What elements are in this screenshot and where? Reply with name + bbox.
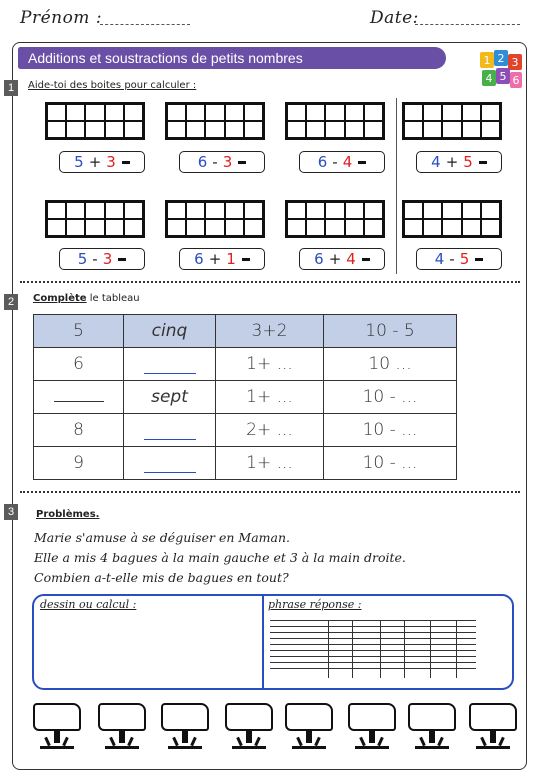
operand-a: 5 — [74, 153, 84, 171]
table-cell[interactable]: 10 - ... — [324, 381, 457, 414]
signpost-icon — [405, 703, 459, 751]
table-header-row — [34, 315, 457, 348]
operator: + — [208, 250, 222, 268]
prenom-label: Prénom : — [20, 8, 103, 28]
ten-frame — [285, 200, 385, 238]
answer-dash — [242, 258, 250, 261]
calculation-box[interactable] — [416, 151, 502, 173]
date-label: Date: — [370, 8, 419, 28]
page-title: Additions et soustractions de petits nombres — [18, 47, 446, 69]
operator: + — [328, 250, 342, 268]
table-cell-blank[interactable] — [124, 348, 216, 381]
table-header-cell: 3+2 — [216, 315, 324, 348]
table-row — [34, 348, 457, 381]
answer-dash — [362, 258, 370, 261]
date-field[interactable] — [415, 24, 520, 25]
table-cell[interactable]: 10 - ... — [324, 414, 457, 447]
operator: - — [92, 250, 98, 268]
calculation-box[interactable] — [179, 248, 265, 270]
section-1-number: 1 — [4, 80, 18, 96]
ten-frame — [45, 102, 145, 140]
table-cell[interactable]: 10 - ... — [324, 447, 457, 480]
table-cell: 8 — [34, 414, 124, 447]
signpost-icon — [466, 703, 520, 751]
prenom-field[interactable] — [100, 24, 190, 25]
section-2-instruction — [33, 293, 140, 304]
operand-b: 4 — [346, 250, 356, 268]
ten-frame — [285, 102, 385, 140]
operand-b: 3 — [222, 153, 233, 171]
operand-a: 4 — [434, 250, 445, 268]
svg-text:4: 4 — [485, 72, 493, 85]
section-1-instruction: Aide-toi des boites pour calculer : — [28, 80, 197, 91]
operand-a: 5 — [77, 250, 88, 268]
table-header-cell: cinq — [124, 315, 216, 348]
answer-dash — [122, 161, 130, 164]
operand-b: 4 — [342, 153, 353, 171]
instruction-rest: le tableau — [86, 293, 140, 304]
operand-a: 6 — [317, 153, 328, 171]
table-cell[interactable]: 2+ ... — [216, 414, 324, 447]
signpost-icon — [345, 703, 399, 751]
section-3-instruction: Problèmes. — [36, 509, 100, 520]
operand-a: 6 — [194, 250, 204, 268]
svg-text:2: 2 — [497, 52, 505, 65]
section-1-divider — [396, 98, 397, 274]
operand-b: 3 — [102, 250, 113, 268]
problem-line-2: Elle a mis 4 bagues à la main gauche et 3 à la main droite. — [34, 550, 406, 565]
answer-sentence-label: phrase réponse : — [268, 598, 362, 611]
section-2-number: 2 — [4, 294, 18, 310]
number-table — [33, 314, 457, 480]
table-cell: 9 — [34, 447, 124, 480]
calculation-box[interactable] — [59, 248, 145, 270]
operator: - — [449, 250, 455, 268]
operator: - — [332, 153, 338, 171]
table-cell-blank[interactable] — [124, 414, 216, 447]
table-cell[interactable]: 1+ ... — [216, 348, 324, 381]
table-cell: 6 — [34, 348, 124, 381]
operand-b: 5 — [459, 250, 470, 268]
table-cell: sept — [124, 381, 216, 414]
table-cell-blank[interactable] — [124, 447, 216, 480]
section-separator — [20, 491, 520, 493]
svg-text:6: 6 — [512, 74, 520, 87]
table-row — [34, 414, 457, 447]
ten-frame — [402, 200, 502, 238]
signpost-icon — [158, 703, 212, 751]
ten-frame — [45, 200, 145, 238]
operand-a: 4 — [431, 153, 441, 171]
table-row — [34, 447, 457, 480]
table-cell[interactable]: 1+ ... — [216, 447, 324, 480]
svg-text:3: 3 — [511, 56, 519, 69]
svg-text:1: 1 — [483, 54, 491, 67]
operand-a: 6 — [314, 250, 324, 268]
table-row — [34, 381, 457, 414]
calculation-box[interactable] — [416, 248, 502, 270]
operator: + — [445, 153, 459, 171]
section-3-number: 3 — [4, 504, 18, 520]
table-cell[interactable]: 10 ... — [324, 348, 457, 381]
answer-dash — [238, 161, 246, 164]
operator: + — [88, 153, 102, 171]
answer-divider — [262, 594, 264, 690]
signpost-icon — [282, 703, 336, 751]
calculation-box[interactable] — [299, 151, 385, 173]
signpost-icon — [222, 703, 276, 751]
answer-dash — [479, 161, 487, 164]
table-header-cell: 5 — [34, 315, 124, 348]
problem-line-3: Combien a-t-elle mis de bagues en tout? — [34, 570, 289, 585]
operand-b: 1 — [226, 250, 236, 268]
writing-lines[interactable] — [270, 620, 476, 678]
ten-frame — [165, 102, 265, 140]
signpost-icon — [30, 703, 84, 751]
ten-frame — [165, 200, 265, 238]
operand-b: 5 — [463, 153, 473, 171]
colorful-numbers-logo-icon — [476, 48, 526, 94]
calculation-box[interactable] — [179, 151, 265, 173]
answer-dash — [358, 161, 366, 164]
answer-dash — [118, 258, 126, 261]
instruction-bold: Complète — [33, 293, 87, 304]
table-cell[interactable]: 1+ ... — [216, 381, 324, 414]
operand-b: 3 — [106, 153, 116, 171]
drawing-area[interactable] — [36, 612, 258, 686]
signpost-icon — [95, 703, 149, 751]
drawing-area-label: dessin ou calcul : — [40, 598, 137, 611]
section-separator — [20, 281, 520, 283]
operand-a: 6 — [197, 153, 208, 171]
table-cell-blank[interactable] — [34, 381, 124, 414]
svg-text:5: 5 — [499, 70, 507, 83]
operator: - — [212, 153, 218, 171]
calculation-box[interactable] — [299, 248, 385, 270]
problem-line-1: Marie s'amuse à se déguiser en Maman. — [34, 530, 291, 545]
calculation-box[interactable] — [59, 151, 145, 173]
ten-frame — [402, 102, 502, 140]
table-header-cell: 10 - 5 — [324, 315, 457, 348]
answer-dash — [475, 258, 483, 261]
